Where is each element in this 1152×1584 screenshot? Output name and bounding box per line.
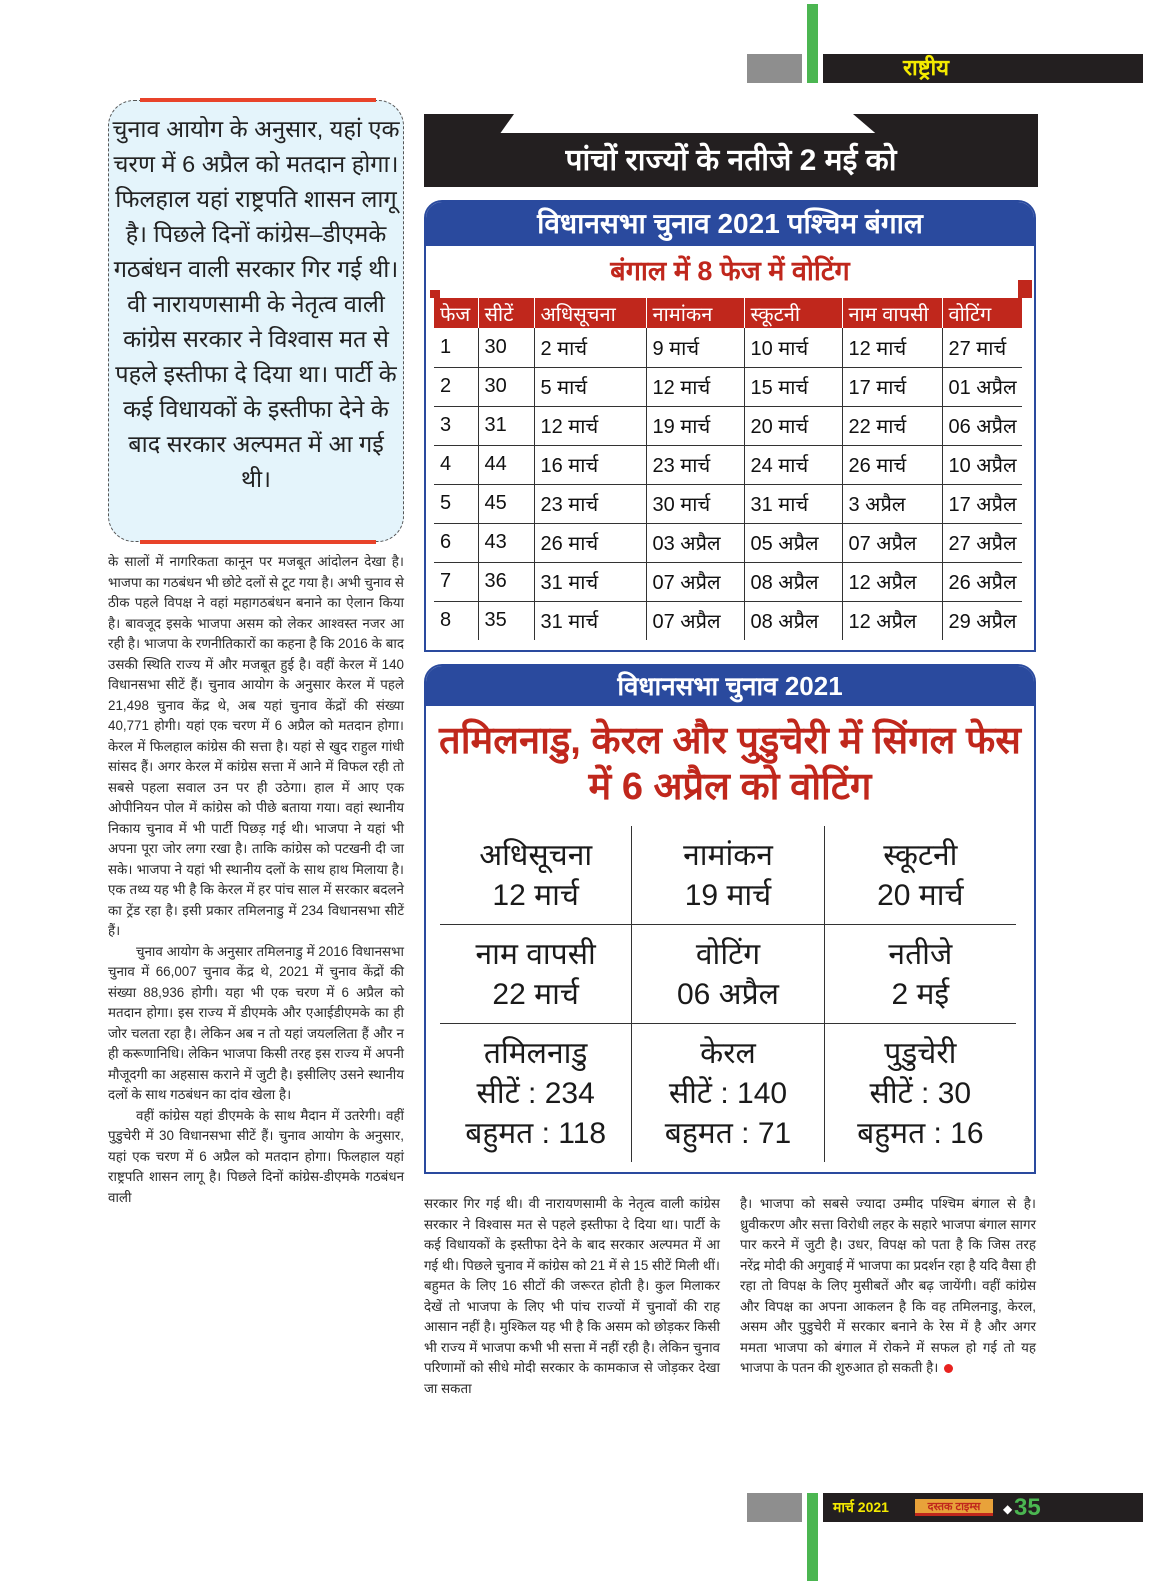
cell-nomination: 07 अप्रैल — [646, 601, 744, 640]
cell-scrutiny: 08 अप्रैल — [744, 601, 842, 640]
cell-voting: 26 अप्रैल — [942, 562, 1022, 601]
cell-withdrawal: 26 मार्च — [842, 445, 942, 484]
cell-phase: 1 — [434, 328, 478, 367]
grid-cell-value: 20 मार्च — [877, 879, 964, 912]
article-paragraph: है। भाजपा को सबसे ज्यादा उम्मीद पश्चिम बंगाल से है। ध्रुवीकरण और सत्ता विरोधी लहर के सहारे भाजपा बंगाल सागर पार करने में जुटी है। उधर, विपक्ष को पता है कि जिस तरह नरेंद्र मोदी की अगुवाई में भाजपा का प्रदर्शन रहा है यदि वैसा ही रहा तो विपक्ष के लिए मुसीबतें और बढ़ जायेंगी। वहीं कांग्रेस और विपक्ष का अपना आकलन है कि वह तमिलनाडु, केरल, असम और पुडुचेरी में सरकार बनाने के रेस में है और अगर ममता भाजपा को बंगाल में रोकने में सफल हो गई तो यह भाजपा के पतन की शुरुआत हो सकती है। — [740, 1196, 1036, 1375]
grid-cell-value: 06 अप्रैल — [676, 978, 780, 1011]
cell-phase: 7 — [434, 562, 478, 601]
table-row — [434, 484, 1022, 523]
grid-cell-value: 22 मार्च — [492, 978, 579, 1011]
cell-notification: 12 मार्च — [534, 406, 646, 445]
state-majority: बहुमत : 118 — [465, 1117, 607, 1150]
cell-voting: 06 अप्रैल — [942, 406, 1022, 445]
cell-phase: 3 — [434, 406, 478, 445]
cell-scrutiny: 31 मार्च — [744, 484, 842, 523]
article-right-column — [740, 1194, 1036, 1379]
table-row — [434, 523, 1022, 562]
headline-banner-title: पांचों राज्यों के नतीजे 2 मई को — [565, 144, 897, 177]
grid-row-dates-2 — [440, 925, 1016, 1024]
grid-cell-label: नतीजे — [888, 938, 953, 971]
cell-notification: 5 मार्च — [534, 367, 646, 406]
cell-withdrawal: 12 अप्रैल — [842, 601, 942, 640]
cell-notification: 2 मार्च — [534, 328, 646, 367]
pull-quote-text: चुनाव आयोग के अनुसार, यहां एक चरण में 6 अप्रैल को मतदान होगा। फिलहाल यहां राष्ट्रपति शासन लागू है। पिछले दिनों कांग्रेस–डीएमके गठबंधन वाली सरकार गिर गई थी। वी नारायणसामी के नेतृत्व वाली कांग्रेस सरकार ने विश्वास मत से पहले इस्तीफा दे दिया था। पार्टी के कई विधायकों के इस्तीफा देने के बाद सरकार अल्पमत में आ गई थी। — [112, 116, 400, 492]
col-header-voting: वोटिंग — [942, 298, 1022, 328]
state-seats: सीटें : 140 — [668, 1077, 788, 1110]
cell-seats: 43 — [478, 523, 534, 562]
cell-nomination: 30 मार्च — [646, 484, 744, 523]
bengal-heading: विधानसभा चुनाव 2021 पश्चिम बंगाल — [426, 202, 1034, 246]
cell-phase: 5 — [434, 484, 478, 523]
pull-quote-top-rule — [140, 98, 376, 102]
cell-scrutiny: 15 मार्च — [744, 367, 842, 406]
grid-cell-nomination — [632, 826, 824, 924]
cell-withdrawal: 3 अप्रैल — [842, 484, 942, 523]
single-phase-box — [424, 664, 1036, 1174]
footer-green-bar — [807, 1493, 818, 1581]
bengal-phase-table — [434, 298, 1022, 640]
bengal-schedule-box — [424, 200, 1036, 652]
cell-scrutiny: 24 मार्च — [744, 445, 842, 484]
cell-notification: 26 मार्च — [534, 523, 646, 562]
cell-scrutiny: 10 मार्च — [744, 328, 842, 367]
cell-withdrawal: 07 अप्रैल — [842, 523, 942, 562]
cell-nomination: 23 मार्च — [646, 445, 744, 484]
header-gray-block — [747, 54, 802, 83]
footer-issue-month: मार्च 2021 — [833, 1499, 889, 1515]
end-mark-icon — [944, 1364, 953, 1373]
grid-cell-puducherry — [825, 1024, 1016, 1162]
cell-voting: 27 अप्रैल — [942, 523, 1022, 562]
table-header-row — [434, 298, 1022, 328]
cell-nomination: 03 अप्रैल — [646, 523, 744, 562]
cell-notification: 16 मार्च — [534, 445, 646, 484]
article-middle-column — [424, 1194, 720, 1399]
magazine-logo: दस्तक टाइम्स — [915, 1499, 993, 1516]
cell-voting: 27 मार्च — [942, 328, 1022, 367]
bengal-subheading: बंगाल में 8 फेज में वोटिंग — [610, 256, 850, 286]
grid-cell-label: वोटिंग — [695, 938, 761, 971]
col-header-phase: फेज — [434, 298, 478, 328]
cell-scrutiny: 05 अप्रैल — [744, 523, 842, 562]
cell-seats: 35 — [478, 601, 534, 640]
cell-notification: 31 मार्च — [534, 562, 646, 601]
cell-nomination: 07 अप्रैल — [646, 562, 744, 601]
single-phase-heading: विधानसभा चुनाव 2021 — [426, 666, 1034, 706]
header-black-band — [823, 54, 1143, 83]
grid-cell-voting — [632, 925, 824, 1023]
grid-cell-kerala — [632, 1024, 824, 1162]
cell-withdrawal: 17 मार्च — [842, 367, 942, 406]
cell-seats: 36 — [478, 562, 534, 601]
state-name: केरल — [700, 1037, 756, 1070]
grid-cell-value: 2 मई — [891, 978, 950, 1011]
state-majority: बहुमत : 16 — [857, 1117, 984, 1150]
col-header-notification: अधिसूचना — [534, 298, 646, 328]
cell-seats: 30 — [478, 328, 534, 367]
cell-nomination: 12 मार्च — [646, 367, 744, 406]
cell-voting: 17 अप्रैल — [942, 484, 1022, 523]
table-header-tab-right — [1018, 280, 1032, 298]
cell-voting: 29 अप्रैल — [948, 611, 1017, 634]
table-row — [434, 445, 1022, 484]
cell-phase: 4 — [434, 445, 478, 484]
state-name: तमिलनाडु — [483, 1037, 588, 1070]
banner-notch-left — [424, 114, 514, 133]
cell-seats: 45 — [478, 484, 534, 523]
cell-withdrawal: 12 मार्च — [842, 328, 942, 367]
grid-cell-withdrawal — [440, 925, 632, 1023]
cell-voting: 10 अप्रैल — [942, 445, 1022, 484]
state-seats: सीटें : 234 — [476, 1077, 595, 1110]
col-header-withdrawal: नाम वापसी — [842, 298, 942, 328]
grid-cell-label: नाम वापसी — [475, 938, 596, 971]
page-number: 35 — [1014, 1494, 1041, 1521]
state-majority: बहुमत : 71 — [664, 1117, 792, 1150]
article-paragraph: वहीं कांग्रेस यहां डीएमके के साथ मैदान में उतरेगी। वहीं पुडुचेरी में 30 विधानसभा सीटें हैं। चुनाव आयोग के अनुसार, यहां एक चरण में 6 अप्रैल को मतदान होगा। फिलहाल यहां राष्ट्रपति शासन लागू है। पिछले दिनों कांग्रेस-डीएमके गठबंधन वाली — [108, 1107, 404, 1205]
grid-cell-tamilnadu — [440, 1024, 632, 1162]
cell-seats: 31 — [478, 406, 534, 445]
grid-cell-value: 19 मार्च — [684, 879, 772, 912]
table-header-tab-left — [430, 290, 440, 298]
footer-gray-block — [747, 1493, 802, 1522]
pull-quote-bottom-rule — [140, 540, 376, 544]
table-row — [434, 562, 1022, 601]
diamond-separator-icon: ◆ — [1003, 1502, 1013, 1516]
table-row — [434, 601, 1022, 640]
grid-cell-label: स्कूटनी — [883, 839, 958, 872]
cell-withdrawal: 22 मार्च — [842, 406, 942, 445]
cell-notification: 23 मार्च — [534, 484, 646, 523]
cell-scrutiny: 08 अप्रैल — [744, 562, 842, 601]
cell-nomination: 19 मार्च — [646, 406, 744, 445]
state-seats: सीटें : 30 — [869, 1077, 972, 1110]
cell-scrutiny: 20 मार्च — [744, 406, 842, 445]
col-header-scrutiny: स्कूटनी — [744, 298, 842, 328]
single-phase-grid — [440, 826, 1016, 1162]
col-header-seats: सीटें — [478, 298, 534, 328]
cell-notification: 31 मार्च — [534, 601, 646, 640]
grid-cell-label: अधिसूचना — [479, 839, 593, 872]
col-header-nomination: नामांकन — [646, 298, 744, 328]
cell-phase: 8 — [434, 601, 478, 640]
cell-phase: 2 — [434, 367, 478, 406]
table-row — [434, 328, 1022, 367]
grid-cell-results — [825, 925, 1016, 1023]
cell-seats: 44 — [478, 445, 534, 484]
header-green-bar — [807, 4, 818, 83]
article-paragraph: के सालों में नागरिकता कानून पर मजबूत आंदोलन देखा है। भाजपा का गठबंधन भी छोटे दलों से टूट गया है। अभी चुनाव से ठीक पहले विपक्ष ने वहां महागठबंधन बनाने का ऐलान किया है। बावजूद इसके भाजपा असम को लेकर आश्वस्त नजर आ रही है। भाजपा के रणनीतिकारों का कहना है कि 2016 के बाद उसकी स्थिति राज्य में और मजबूत हुई है। वहीं केरल में 140 विधानसभा सीटें हैं। चुनाव आयोग के अनुसार केरल में पहले 21,498 चुनाव केंद्र थे, अब यहां चुनाव केंद्रों की संख्या 40,771 होगी। यहां एक चरण में 6 अप्रैल को मतदान होगा। केरल में फिलहाल कांग्रेस की सत्ता है। यहां से खुद राहुल गांधी सांसद हैं। अगर केरल में कांग्रेस सत्ता में आने में विफल रही तो सबसे पहला सवाल उन पर ही उठेगा। हाल में आए एक ओपीनियन पोल में कांग्रेस को पीछे बताया गया। वहां स्थानीय निकाय चुनाव में भी पार्टी पिछड़ गई थी। भाजपा ने यहां भी अपना पूरा जोर लगा रखा है। ताकि कांग्रेस को पटखनी दी जा सके। भाजपा ने यहां भी स्थानीय दलों के साथ हाथ मिलाया है। एक तथ्य यह भी है कि केरल में हर पांच साल में सरकार बदलने का ट्रेंड रहा है। इसी प्रकार तमिलनाडु में 234 विधानसभा सीटें हैं। — [108, 554, 404, 938]
cell-voting: 01 अप्रैल — [942, 367, 1022, 406]
grid-cell-scrutiny — [825, 826, 1016, 924]
cell-withdrawal: 12 अप्रैल — [842, 562, 942, 601]
table-row — [434, 406, 1022, 445]
grid-row-dates-1 — [440, 826, 1016, 925]
grid-row-states — [440, 1024, 1016, 1162]
table-row — [434, 367, 1022, 406]
cell-nomination: 9 मार्च — [646, 328, 744, 367]
cell-seats: 30 — [478, 367, 534, 406]
cell-phase: 6 — [434, 523, 478, 562]
grid-cell-label: नामांकन — [683, 839, 773, 872]
grid-cell-notification — [440, 826, 632, 924]
single-phase-title: तमिलनाडु, केरल और पुडुचेरी में सिंगल फेस में 6 अप्रैल को वोटिंग — [439, 720, 1021, 808]
article-paragraph: सरकार गिर गई थी। वी नारायणसामी के नेतृत्व वाली कांग्रेस सरकार ने विश्वास मत से पहले इस्तीफा दे दिया था। पार्टी के कई विधायकों के इस्तीफा देने के बाद सरकार अल्पमत में आ गई थी। पिछले चुनाव में कांग्रेस को 21 में से 15 सीटें मिली थीं। बहुमत के लिए 16 सीटों की जरूरत होती है। कुल मिलाकर देखें तो भाजपा के लिए भी पांच राज्यों में चुनावों की राह आसान नहीं है। मुश्किल यह भी है कि असम को छोड़कर किसी भी राज्य में भाजपा कभी भी सत्ता में नहीं रही है। लेकिन चुनाव परिणामों को सीधे मोदी सरकार के कामकाज से जोड़कर देखा जा सकता — [424, 1196, 720, 1396]
article-left-column — [108, 552, 404, 1208]
article-paragraph: चुनाव आयोग के अनुसार तमिलनाडु में 2016 विधानसभा चुनाव में 66,007 चुनाव केंद्र थे, 2021 में चुनाव केंद्रों की संख्या 88,936 होगी। यहा भी एक चरण में 6 अप्रैल को मतदान होगा। इस राज्य में डीएमके और एआईडीएमके का ही जोर चलता रहा है। लेकिन अब न तो यहां जयललिता हैं और न ही करूणानिधि। लेकिन भाजपा किसी तरह इस राज्य में अपनी मौजूदगी का अहसास कराने में जुटी है। इसीलिए उसने स्थानीय दलों के साथ गठबंधन का दांव खेला है। — [108, 943, 404, 1102]
grid-cell-value: 12 मार्च — [492, 879, 579, 912]
state-name: पुडुचेरी — [884, 1037, 957, 1070]
banner-notch-right — [853, 114, 1038, 133]
section-label: राष्ट्रीय — [903, 55, 950, 80]
